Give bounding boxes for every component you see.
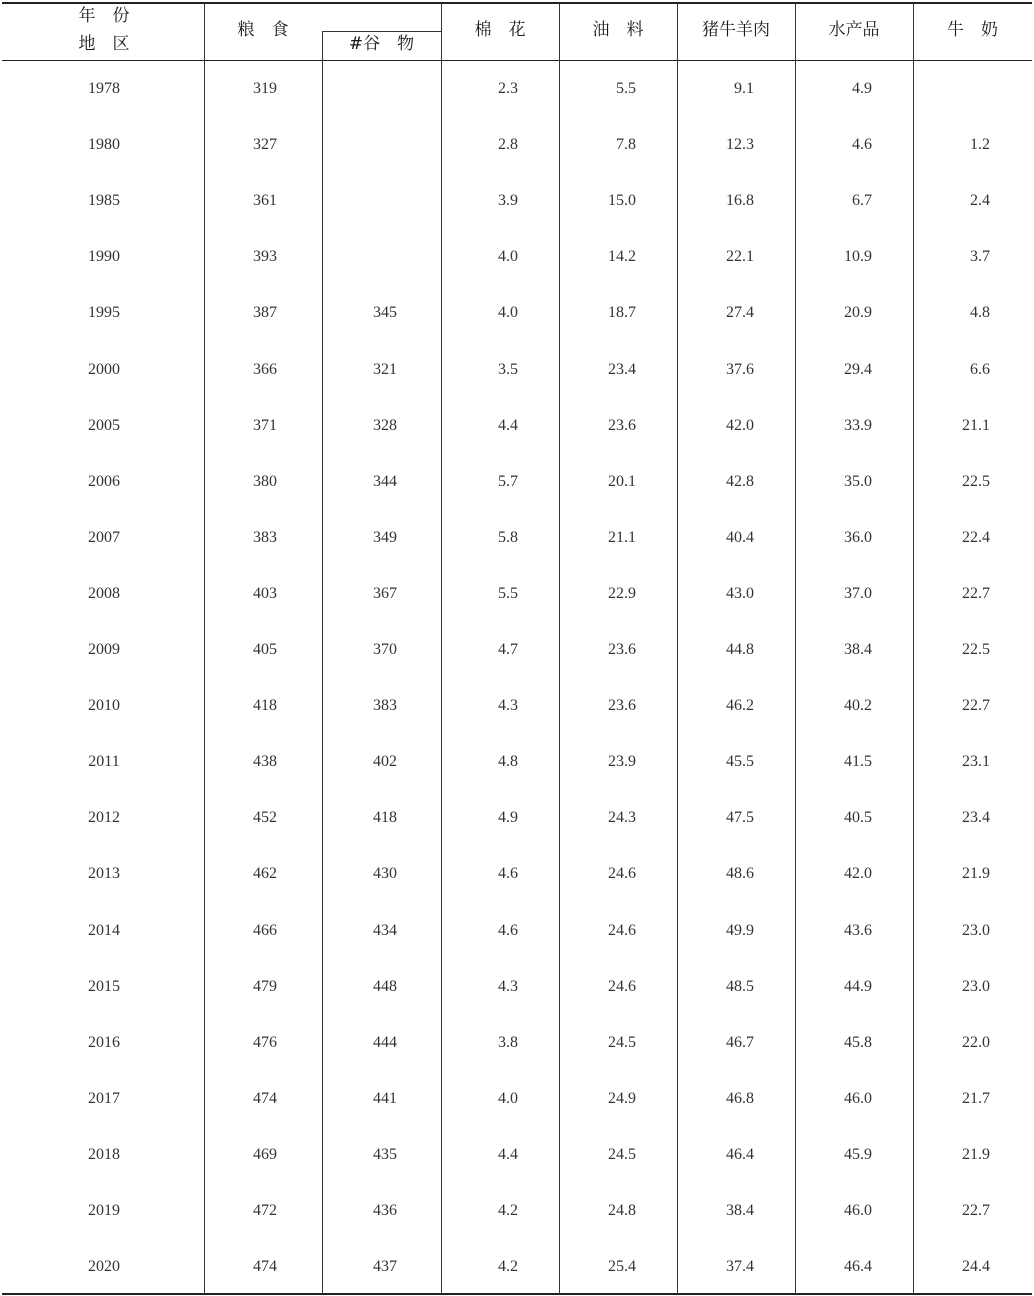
cell-cotton: 4.7	[498, 641, 518, 658]
cell-meat: 27.4	[726, 304, 754, 321]
cell-oil: 20.1	[608, 473, 636, 490]
cell-meat: 42.8	[726, 473, 754, 490]
cell-grain: 361	[253, 192, 277, 209]
cell-cotton: 4.3	[498, 978, 518, 995]
cell-aquatic: 42.0	[844, 865, 872, 882]
cell-oil: 23.4	[608, 361, 636, 378]
cell-year: 1990	[88, 248, 120, 265]
cell-year: 2020	[88, 1258, 120, 1275]
cell-year: 2018	[88, 1146, 120, 1163]
cell-cereal: 345	[373, 304, 397, 321]
cereal-subheader-rule	[322, 31, 441, 32]
cell-oil: 23.6	[608, 697, 636, 714]
cell-cotton: 4.2	[498, 1258, 518, 1275]
cell-oil: 24.6	[608, 978, 636, 995]
cell-cotton: 4.2	[498, 1202, 518, 1219]
cell-meat: 43.0	[726, 585, 754, 602]
cell-cereal: 437	[373, 1258, 397, 1275]
cell-aquatic: 44.9	[844, 978, 872, 995]
cell-milk: 21.9	[962, 865, 990, 882]
cell-oil: 24.3	[608, 809, 636, 826]
cell-cotton: 5.8	[498, 529, 518, 546]
cell-milk: 1.2	[970, 136, 990, 153]
cell-milk: 22.4	[962, 529, 990, 546]
cell-cotton: 4.6	[498, 922, 518, 939]
cell-meat: 42.0	[726, 417, 754, 434]
cell-milk: 22.5	[962, 473, 990, 490]
cell-oil: 24.6	[608, 922, 636, 939]
cell-aquatic: 46.0	[844, 1202, 872, 1219]
cell-meat: 9.1	[734, 80, 754, 97]
cell-grain: 469	[253, 1146, 277, 1163]
cell-year: 1980	[88, 136, 120, 153]
col-divider-5	[677, 3, 678, 1294]
cell-aquatic: 45.8	[844, 1034, 872, 1051]
cell-milk: 4.8	[970, 304, 990, 321]
cell-year: 2009	[88, 641, 120, 658]
cell-aquatic: 37.0	[844, 585, 872, 602]
cell-oil: 18.7	[608, 304, 636, 321]
cell-meat: 46.2	[726, 697, 754, 714]
cell-aquatic: 41.5	[844, 753, 872, 770]
cell-meat: 40.4	[726, 529, 754, 546]
cell-year: 1978	[88, 80, 120, 97]
cell-cotton: 4.0	[498, 304, 518, 321]
cereal-header: #谷 物	[348, 34, 415, 54]
cell-oil: 24.9	[608, 1090, 636, 1107]
cell-grain: 366	[253, 361, 277, 378]
oilseed-header: 油 料	[592, 20, 644, 40]
cell-cereal: 444	[373, 1034, 397, 1051]
cell-milk: 22.7	[962, 697, 990, 714]
cell-year: 2014	[88, 922, 120, 939]
cell-oil: 5.5	[616, 80, 636, 97]
cell-cereal: 349	[373, 529, 397, 546]
cell-cotton: 4.4	[498, 1146, 518, 1163]
cell-cereal: 367	[373, 585, 397, 602]
cell-milk: 23.0	[962, 978, 990, 995]
cell-aquatic: 43.6	[844, 922, 872, 939]
cell-cotton: 5.5	[498, 585, 518, 602]
cell-cotton: 3.8	[498, 1034, 518, 1051]
milk-header: 牛 奶	[947, 20, 998, 40]
header-bottom-rule	[2, 60, 1032, 61]
cell-aquatic: 20.9	[844, 304, 872, 321]
cell-grain: 418	[253, 697, 277, 714]
cell-cereal: 383	[373, 697, 397, 714]
cell-aquatic: 35.0	[844, 473, 872, 490]
cell-oil: 21.1	[608, 529, 636, 546]
cell-grain: 479	[253, 978, 277, 995]
cell-oil: 24.5	[608, 1034, 636, 1051]
cell-milk: 22.7	[962, 1202, 990, 1219]
cell-cereal: 321	[373, 361, 397, 378]
cell-year: 2012	[88, 809, 120, 826]
cell-oil: 24.5	[608, 1146, 636, 1163]
cell-year: 2010	[88, 697, 120, 714]
cell-meat: 38.4	[726, 1202, 754, 1219]
cell-oil: 24.6	[608, 865, 636, 882]
cell-grain: 452	[253, 809, 277, 826]
cell-milk: 21.7	[962, 1090, 990, 1107]
cotton-header: 棉 花	[474, 20, 526, 40]
cell-cotton: 4.3	[498, 697, 518, 714]
cell-meat: 47.5	[726, 809, 754, 826]
cell-oil: 23.6	[608, 417, 636, 434]
cell-oil: 22.9	[608, 585, 636, 602]
cell-milk: 24.4	[962, 1258, 990, 1275]
cell-cereal: 370	[373, 641, 397, 658]
cell-grain: 387	[253, 304, 277, 321]
table-top-rule	[2, 2, 1032, 4]
cell-meat: 48.5	[726, 978, 754, 995]
cell-aquatic: 33.9	[844, 417, 872, 434]
cell-cotton: 4.8	[498, 753, 518, 770]
cell-cereal: 328	[373, 417, 397, 434]
cell-cereal: 436	[373, 1202, 397, 1219]
cell-oil: 7.8	[616, 136, 636, 153]
cell-meat: 37.4	[726, 1258, 754, 1275]
cell-year: 2011	[88, 753, 120, 770]
cell-grain: 403	[253, 585, 277, 602]
cell-grain: 371	[253, 417, 277, 434]
cell-cotton: 3.5	[498, 361, 518, 378]
cell-aquatic: 45.9	[844, 1146, 872, 1163]
cell-grain: 476	[253, 1034, 277, 1051]
cell-aquatic: 40.2	[844, 697, 872, 714]
cell-meat: 44.8	[726, 641, 754, 658]
cell-milk: 22.0	[962, 1034, 990, 1051]
cell-aquatic: 46.4	[844, 1258, 872, 1275]
cell-milk: 22.7	[962, 585, 990, 602]
cell-cotton: 3.9	[498, 192, 518, 209]
cell-cotton: 4.9	[498, 809, 518, 826]
cell-grain: 474	[253, 1258, 277, 1275]
cell-cotton: 4.0	[498, 248, 518, 265]
cell-milk: 23.0	[962, 922, 990, 939]
aquatic-header: 水产品	[828, 20, 880, 40]
cell-year: 2000	[88, 361, 120, 378]
cell-oil: 14.2	[608, 248, 636, 265]
cell-meat: 45.5	[726, 753, 754, 770]
cell-year: 1985	[88, 192, 120, 209]
cell-year: 2006	[88, 473, 120, 490]
cell-grain: 383	[253, 529, 277, 546]
cell-cereal: 434	[373, 922, 397, 939]
cell-grain: 438	[253, 753, 277, 770]
table-bottom-rule	[2, 1293, 1032, 1295]
cell-year: 2005	[88, 417, 120, 434]
cell-meat: 12.3	[726, 136, 754, 153]
cell-milk: 23.1	[962, 753, 990, 770]
meat-header: 猪牛羊肉	[702, 20, 770, 40]
cell-cereal: 344	[373, 473, 397, 490]
cell-grain: 393	[253, 248, 277, 265]
cell-oil: 24.8	[608, 1202, 636, 1219]
cell-year: 2013	[88, 865, 120, 882]
cell-cotton: 4.4	[498, 417, 518, 434]
cell-grain: 472	[253, 1202, 277, 1219]
cell-meat: 48.6	[726, 865, 754, 882]
cell-cotton: 2.8	[498, 136, 518, 153]
cell-grain: 405	[253, 641, 277, 658]
cell-aquatic: 29.4	[844, 361, 872, 378]
cell-oil: 15.0	[608, 192, 636, 209]
cell-aquatic: 4.9	[852, 80, 872, 97]
cell-cereal: 441	[373, 1090, 397, 1107]
cell-meat: 16.8	[726, 192, 754, 209]
cell-grain: 319	[253, 80, 277, 97]
cell-cereal: 430	[373, 865, 397, 882]
cell-meat: 37.6	[726, 361, 754, 378]
cell-milk: 23.4	[962, 809, 990, 826]
cell-milk: 3.7	[970, 248, 990, 265]
cell-cotton: 4.0	[498, 1090, 518, 1107]
cell-milk: 21.1	[962, 417, 990, 434]
cell-oil: 23.6	[608, 641, 636, 658]
cell-cereal: 448	[373, 978, 397, 995]
cell-cereal: 418	[373, 809, 397, 826]
cell-cotton: 2.3	[498, 80, 518, 97]
cell-meat: 46.4	[726, 1146, 754, 1163]
cell-year: 2016	[88, 1034, 120, 1051]
cell-year: 1995	[88, 304, 120, 321]
cell-year: 2007	[88, 529, 120, 546]
cell-cotton: 5.7	[498, 473, 518, 490]
cell-milk: 21.9	[962, 1146, 990, 1163]
cell-milk: 22.5	[962, 641, 990, 658]
cell-aquatic: 46.0	[844, 1090, 872, 1107]
col-divider-2	[322, 31, 323, 1294]
cell-aquatic: 40.5	[844, 809, 872, 826]
cell-meat: 49.9	[726, 922, 754, 939]
cell-milk: 6.6	[970, 361, 990, 378]
cell-cotton: 4.6	[498, 865, 518, 882]
cell-cereal: 435	[373, 1146, 397, 1163]
col-divider-1	[204, 3, 205, 1294]
grain-header: 粮 食	[237, 20, 289, 40]
cell-oil: 25.4	[608, 1258, 636, 1275]
year-header: 年 份	[78, 6, 130, 26]
cell-grain: 327	[253, 136, 277, 153]
cell-year: 2008	[88, 585, 120, 602]
cell-year: 2015	[88, 978, 120, 995]
cell-aquatic: 38.4	[844, 641, 872, 658]
cell-milk: 2.4	[970, 192, 990, 209]
cell-aquatic: 6.7	[852, 192, 872, 209]
cell-cereal: 402	[373, 753, 397, 770]
cell-meat: 22.1	[726, 248, 754, 265]
region-header: 地 区	[78, 34, 130, 54]
cell-grain: 474	[253, 1090, 277, 1107]
cell-grain: 380	[253, 473, 277, 490]
cell-aquatic: 4.6	[852, 136, 872, 153]
cell-oil: 23.9	[608, 753, 636, 770]
cell-year: 2017	[88, 1090, 120, 1107]
cell-aquatic: 36.0	[844, 529, 872, 546]
cell-meat: 46.8	[726, 1090, 754, 1107]
cell-year: 2019	[88, 1202, 120, 1219]
cell-grain: 462	[253, 865, 277, 882]
cell-aquatic: 10.9	[844, 248, 872, 265]
cell-grain: 466	[253, 922, 277, 939]
cell-meat: 46.7	[726, 1034, 754, 1051]
